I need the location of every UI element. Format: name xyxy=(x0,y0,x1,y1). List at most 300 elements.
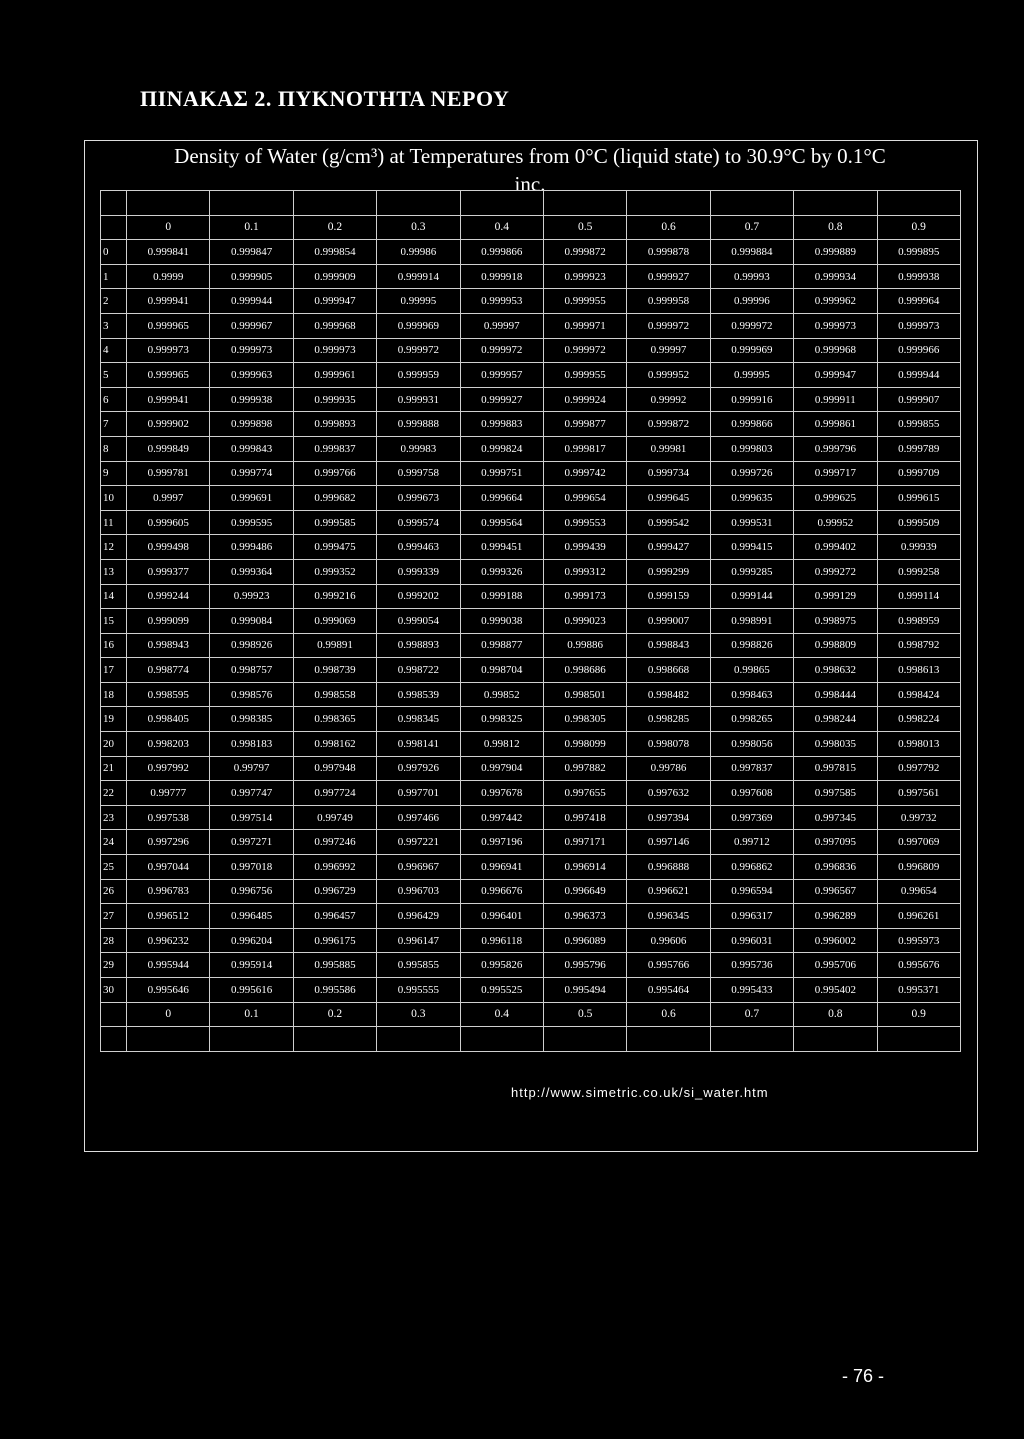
density-cell: 0.997221 xyxy=(377,830,460,855)
density-cell: 0.999475 xyxy=(293,535,376,560)
density-cell: 0.999023 xyxy=(543,609,626,634)
column-header-row xyxy=(101,215,961,240)
table-row xyxy=(101,707,961,732)
density-cell: 0.997724 xyxy=(293,781,376,806)
density-cell: 0.997948 xyxy=(293,756,376,781)
table-row xyxy=(101,879,961,904)
density-cell: 0.99939 xyxy=(877,535,960,560)
density-cell: 0.999972 xyxy=(710,313,793,338)
density-cell: 0.999849 xyxy=(127,436,210,461)
density-cell: 0.999916 xyxy=(710,387,793,412)
density-cell: 0.9999 xyxy=(127,264,210,289)
temperature-cell: 4 xyxy=(101,338,127,363)
density-cell: 0.999968 xyxy=(794,338,877,363)
density-cell: 0.999878 xyxy=(627,240,710,265)
density-cell: 0.996317 xyxy=(710,904,793,929)
density-cell: 0.999872 xyxy=(543,240,626,265)
density-cell: 0.997394 xyxy=(627,805,710,830)
density-cell: 0.999129 xyxy=(794,584,877,609)
table-row xyxy=(101,461,961,486)
density-cell: 0.999941 xyxy=(127,289,210,314)
density-cell: 0.999377 xyxy=(127,559,210,584)
density-cell: 0.996914 xyxy=(543,855,626,880)
density-cell: 0.999935 xyxy=(293,387,376,412)
density-cell: 0.999902 xyxy=(127,412,210,437)
density-cell: 0.996862 xyxy=(710,855,793,880)
density-cell: 0.999402 xyxy=(794,535,877,560)
density-cell: 0.999855 xyxy=(877,412,960,437)
density-cell: 0.998405 xyxy=(127,707,210,732)
density-cell: 0.997418 xyxy=(543,805,626,830)
density-cell: 0.999914 xyxy=(377,264,460,289)
density-cell: 0.999364 xyxy=(210,559,293,584)
density-cell: 0.99997 xyxy=(460,313,543,338)
density-cell: 0.996118 xyxy=(460,928,543,953)
density-cell: 0.998013 xyxy=(877,732,960,757)
density-cell: 0.997369 xyxy=(710,805,793,830)
density-cell: 0.999766 xyxy=(293,461,376,486)
density-cell: 0.996512 xyxy=(127,904,210,929)
density-cell: 0.999326 xyxy=(460,559,543,584)
density-cell: 0.998558 xyxy=(293,682,376,707)
empty-cell xyxy=(794,1027,877,1052)
density-cell: 0.998424 xyxy=(877,682,960,707)
column-header: 0.2 xyxy=(293,215,376,240)
density-cell: 0.999605 xyxy=(127,510,210,535)
density-cell: 0.998809 xyxy=(794,633,877,658)
density-cell: 0.998244 xyxy=(794,707,877,732)
table-row xyxy=(101,904,961,929)
density-table-body xyxy=(101,191,961,1052)
density-cell: 0.997069 xyxy=(877,830,960,855)
density-cell: 0.999884 xyxy=(710,240,793,265)
temperature-cell: 3 xyxy=(101,313,127,338)
density-cell: 0.998285 xyxy=(627,707,710,732)
density-cell: 0.999742 xyxy=(543,461,626,486)
density-cell: 0.99777 xyxy=(127,781,210,806)
density-cell: 0.999847 xyxy=(210,240,293,265)
density-cell: 0.999861 xyxy=(794,412,877,437)
density-cell: 0.999952 xyxy=(627,363,710,388)
density-cell: 0.999717 xyxy=(794,461,877,486)
density-cell: 0.998704 xyxy=(460,658,543,683)
temperature-cell: 11 xyxy=(101,510,127,535)
density-cell: 0.998539 xyxy=(377,682,460,707)
density-cell: 0.997792 xyxy=(877,756,960,781)
temperature-cell: 2 xyxy=(101,289,127,314)
table-row xyxy=(101,756,961,781)
density-cell: 0.995555 xyxy=(377,978,460,1003)
density-cell: 0.998576 xyxy=(210,682,293,707)
density-cell: 0.999973 xyxy=(794,313,877,338)
density-cell: 0.997815 xyxy=(794,756,877,781)
density-cell: 0.998265 xyxy=(710,707,793,732)
density-cell: 0.997747 xyxy=(210,781,293,806)
density-cell: 0.99996 xyxy=(710,289,793,314)
density-cell: 0.999054 xyxy=(377,609,460,634)
density-cell: 0.999968 xyxy=(293,313,376,338)
column-header: 0.1 xyxy=(210,215,293,240)
temperature-cell: 30 xyxy=(101,978,127,1003)
density-cell: 0.996567 xyxy=(794,879,877,904)
table-row xyxy=(101,510,961,535)
density-cell: 0.997095 xyxy=(794,830,877,855)
density-cell: 0.995586 xyxy=(293,978,376,1003)
density-cell: 0.997514 xyxy=(210,805,293,830)
temperature-cell: 12 xyxy=(101,535,127,560)
density-cell: 0.998595 xyxy=(127,682,210,707)
density-cell: 0.99786 xyxy=(627,756,710,781)
density-cell: 0.999595 xyxy=(210,510,293,535)
density-cell: 0.996809 xyxy=(877,855,960,880)
density-cell: 0.999889 xyxy=(794,240,877,265)
density-cell: 0.998482 xyxy=(627,682,710,707)
temperature-cell: 14 xyxy=(101,584,127,609)
density-cell: 0.997882 xyxy=(543,756,626,781)
table-row xyxy=(101,830,961,855)
density-cell: 0.999938 xyxy=(877,264,960,289)
density-cell: 0.999202 xyxy=(377,584,460,609)
temperature-cell: 29 xyxy=(101,953,127,978)
density-cell: 0.995616 xyxy=(210,978,293,1003)
table-row xyxy=(101,313,961,338)
column-footer-row xyxy=(101,1002,961,1027)
density-cell: 0.999542 xyxy=(627,510,710,535)
density-cell: 0.998183 xyxy=(210,732,293,757)
density-cell: 0.999972 xyxy=(543,338,626,363)
temperature-cell: 18 xyxy=(101,682,127,707)
density-cell: 0.996836 xyxy=(794,855,877,880)
density-cell: 0.999866 xyxy=(460,240,543,265)
density-cell: 0.999758 xyxy=(377,461,460,486)
density-cell: 0.996967 xyxy=(377,855,460,880)
density-cell: 0.996703 xyxy=(377,879,460,904)
density-cell: 0.997345 xyxy=(794,805,877,830)
column-footer: 0.7 xyxy=(710,1002,793,1027)
density-cell: 0.999007 xyxy=(627,609,710,634)
empty-cell xyxy=(627,191,710,216)
density-cell: 0.99992 xyxy=(627,387,710,412)
temperature-cell: 6 xyxy=(101,387,127,412)
density-cell: 0.999144 xyxy=(710,584,793,609)
density-cell: 0.999272 xyxy=(794,559,877,584)
density-cell: 0.997246 xyxy=(293,830,376,855)
table-row xyxy=(101,732,961,757)
density-cell: 0.999969 xyxy=(710,338,793,363)
density-cell: 0.999451 xyxy=(460,535,543,560)
table-row xyxy=(101,781,961,806)
table-row xyxy=(101,363,961,388)
table-row xyxy=(101,240,961,265)
density-cell: 0.995826 xyxy=(460,953,543,978)
density-cell: 0.999635 xyxy=(710,486,793,511)
density-cell: 0.999244 xyxy=(127,584,210,609)
density-cell: 0.999854 xyxy=(293,240,376,265)
density-cell: 0.995494 xyxy=(543,978,626,1003)
density-cell: 0.999967 xyxy=(210,313,293,338)
density-cell: 0.999973 xyxy=(210,338,293,363)
density-cell: 0.996289 xyxy=(794,904,877,929)
density-cell: 0.996485 xyxy=(210,904,293,929)
density-cell: 0.999427 xyxy=(627,535,710,560)
density-cell: 0.999973 xyxy=(293,338,376,363)
density-cell: 0.999114 xyxy=(877,584,960,609)
density-cell: 0.998325 xyxy=(460,707,543,732)
density-cell: 0.999944 xyxy=(877,363,960,388)
density-cell: 0.996204 xyxy=(210,928,293,953)
density-cell: 0.999965 xyxy=(127,363,210,388)
column-footer: 0.9 xyxy=(877,1002,960,1027)
temperature-cell: 0 xyxy=(101,240,127,265)
density-cell: 0.996783 xyxy=(127,879,210,904)
density-cell: 0.99606 xyxy=(627,928,710,953)
density-cell: 0.99865 xyxy=(710,658,793,683)
density-cell: 0.999312 xyxy=(543,559,626,584)
density-cell: 0.999099 xyxy=(127,609,210,634)
empty-cell xyxy=(210,191,293,216)
density-cell: 0.999843 xyxy=(210,436,293,461)
density-cell: 0.998792 xyxy=(877,633,960,658)
density-cell: 0.99891 xyxy=(293,633,376,658)
density-cell: 0.9997 xyxy=(127,486,210,511)
density-cell: 0.996401 xyxy=(460,904,543,929)
density-cell: 0.999654 xyxy=(543,486,626,511)
empty-cell xyxy=(293,191,376,216)
density-cell: 0.998632 xyxy=(794,658,877,683)
density-cell: 0.999973 xyxy=(127,338,210,363)
temperature-cell: 5 xyxy=(101,363,127,388)
density-cell: 0.999084 xyxy=(210,609,293,634)
density-cell: 0.996345 xyxy=(627,904,710,929)
density-cell: 0.999682 xyxy=(293,486,376,511)
density-cell: 0.999958 xyxy=(627,289,710,314)
column-footer: 0.6 xyxy=(627,1002,710,1027)
empty-cell xyxy=(877,191,960,216)
density-cell: 0.997442 xyxy=(460,805,543,830)
column-footer: 0.5 xyxy=(543,1002,626,1027)
density-cell: 0.996621 xyxy=(627,879,710,904)
empty-cell xyxy=(460,1027,543,1052)
column-footer: 0.1 xyxy=(210,1002,293,1027)
density-cell: 0.99981 xyxy=(627,436,710,461)
density-cell: 0.999893 xyxy=(293,412,376,437)
density-cell: 0.999664 xyxy=(460,486,543,511)
empty-cell xyxy=(710,1027,793,1052)
density-cell: 0.99952 xyxy=(794,510,877,535)
density-cell: 0.999895 xyxy=(877,240,960,265)
density-cell: 0.997701 xyxy=(377,781,460,806)
density-cell: 0.998991 xyxy=(710,609,793,634)
density-cell: 0.999911 xyxy=(794,387,877,412)
density-cell: 0.998722 xyxy=(377,658,460,683)
density-cell: 0.998385 xyxy=(210,707,293,732)
temperature-cell: 10 xyxy=(101,486,127,511)
table-row xyxy=(101,412,961,437)
density-cell: 0.999751 xyxy=(460,461,543,486)
density-cell: 0.995433 xyxy=(710,978,793,1003)
density-cell: 0.996676 xyxy=(460,879,543,904)
density-cell: 0.999339 xyxy=(377,559,460,584)
density-cell: 0.997585 xyxy=(794,781,877,806)
density-cell: 0.99749 xyxy=(293,805,376,830)
density-cell: 0.999898 xyxy=(210,412,293,437)
table-row xyxy=(101,658,961,683)
density-cell: 0.998975 xyxy=(794,609,877,634)
blank-row xyxy=(101,1027,961,1052)
density-cell: 0.99852 xyxy=(460,682,543,707)
density-cell: 0.998056 xyxy=(710,732,793,757)
density-cell: 0.997538 xyxy=(127,805,210,830)
density-cell: 0.999905 xyxy=(210,264,293,289)
table-row xyxy=(101,855,961,880)
density-cell: 0.996147 xyxy=(377,928,460,953)
temperature-cell: 13 xyxy=(101,559,127,584)
density-cell: 0.999038 xyxy=(460,609,543,634)
density-cell: 0.999817 xyxy=(543,436,626,461)
density-cell: 0.998826 xyxy=(710,633,793,658)
page-number: - 76 - xyxy=(842,1366,885,1386)
density-cell: 0.999574 xyxy=(377,510,460,535)
density-cell: 0.999957 xyxy=(460,363,543,388)
density-cell: 0.999947 xyxy=(794,363,877,388)
table-row xyxy=(101,559,961,584)
density-cell: 0.999944 xyxy=(210,289,293,314)
density-cell: 0.999959 xyxy=(377,363,460,388)
density-cell: 0.99997 xyxy=(627,338,710,363)
density-cell: 0.999966 xyxy=(877,338,960,363)
density-cell: 0.995402 xyxy=(794,978,877,1003)
density-cell: 0.999947 xyxy=(293,289,376,314)
empty-cell xyxy=(101,1027,127,1052)
density-cell: 0.998365 xyxy=(293,707,376,732)
table-row xyxy=(101,633,961,658)
density-cell: 0.996729 xyxy=(293,879,376,904)
density-cell: 0.998943 xyxy=(127,633,210,658)
density-cell: 0.99654 xyxy=(877,879,960,904)
density-cell: 0.996031 xyxy=(710,928,793,953)
density-cell: 0.995676 xyxy=(877,953,960,978)
corner-cell xyxy=(101,1002,127,1027)
density-cell: 0.999673 xyxy=(377,486,460,511)
density-cell: 0.996888 xyxy=(627,855,710,880)
density-cell: 0.999961 xyxy=(293,363,376,388)
temperature-cell: 25 xyxy=(101,855,127,880)
density-cell: 0.999726 xyxy=(710,461,793,486)
density-cell: 0.999931 xyxy=(377,387,460,412)
density-cell: 0.999415 xyxy=(710,535,793,560)
density-cell: 0.998305 xyxy=(543,707,626,732)
density-cell: 0.998877 xyxy=(460,633,543,658)
density-cell: 0.997146 xyxy=(627,830,710,855)
column-header: 0.8 xyxy=(794,215,877,240)
density-cell: 0.999938 xyxy=(210,387,293,412)
temperature-cell: 26 xyxy=(101,879,127,904)
page-heading: ΠΙΝΑΚΑΣ 2. ΠΥΚΝΟΤΗΤΑ ΝΕΡΟΥ xyxy=(140,86,510,111)
density-cell: 0.999841 xyxy=(127,240,210,265)
density-cell: 0.998078 xyxy=(627,732,710,757)
column-footer: 0.8 xyxy=(794,1002,877,1027)
temperature-cell: 28 xyxy=(101,928,127,953)
density-cell: 0.999803 xyxy=(710,436,793,461)
density-cell: 0.999531 xyxy=(710,510,793,535)
density-cell: 0.996594 xyxy=(710,879,793,904)
density-cell: 0.997837 xyxy=(710,756,793,781)
density-cell: 0.998613 xyxy=(877,658,960,683)
density-cell: 0.997296 xyxy=(127,830,210,855)
density-cell: 0.999918 xyxy=(460,264,543,289)
empty-cell xyxy=(710,191,793,216)
density-cell: 0.99886 xyxy=(543,633,626,658)
density-cell: 0.996232 xyxy=(127,928,210,953)
density-cell: 0.995973 xyxy=(877,928,960,953)
table-row xyxy=(101,978,961,1003)
density-cell: 0.999796 xyxy=(794,436,877,461)
temperature-cell: 7 xyxy=(101,412,127,437)
density-cell: 0.998224 xyxy=(877,707,960,732)
density-cell: 0.998099 xyxy=(543,732,626,757)
column-header: 0.6 xyxy=(627,215,710,240)
density-cell: 0.997561 xyxy=(877,781,960,806)
density-cell: 0.999553 xyxy=(543,510,626,535)
density-cell: 0.999907 xyxy=(877,387,960,412)
column-footer: 0.3 xyxy=(377,1002,460,1027)
density-cell: 0.997926 xyxy=(377,756,460,781)
density-cell: 0.998162 xyxy=(293,732,376,757)
table-row xyxy=(101,535,961,560)
density-cell: 0.996941 xyxy=(460,855,543,880)
temperature-cell: 19 xyxy=(101,707,127,732)
density-cell: 0.999972 xyxy=(377,338,460,363)
caption-line-1: Density of Water (g/cm³) at Temperatures from 0°C (liquid state) to 30.9°C by 0.1°C xyxy=(174,144,886,168)
table-row xyxy=(101,584,961,609)
density-cell: 0.997271 xyxy=(210,830,293,855)
table-row xyxy=(101,387,961,412)
density-cell: 0.995766 xyxy=(627,953,710,978)
density-cell: 0.997044 xyxy=(127,855,210,880)
density-cell: 0.999866 xyxy=(710,412,793,437)
density-cell: 0.999824 xyxy=(460,436,543,461)
density-cell: 0.995646 xyxy=(127,978,210,1003)
density-cell: 0.997608 xyxy=(710,781,793,806)
empty-cell xyxy=(794,191,877,216)
density-cell: 0.999969 xyxy=(377,313,460,338)
table-row xyxy=(101,436,961,461)
density-cell: 0.999615 xyxy=(877,486,960,511)
density-cell: 0.996373 xyxy=(543,904,626,929)
empty-cell xyxy=(627,1027,710,1052)
density-cell: 0.996175 xyxy=(293,928,376,953)
density-cell: 0.999159 xyxy=(627,584,710,609)
density-cell: 0.999625 xyxy=(794,486,877,511)
density-cell: 0.999955 xyxy=(543,289,626,314)
density-cell: 0.99732 xyxy=(877,805,960,830)
density-cell: 0.99995 xyxy=(710,363,793,388)
column-header: 0.4 xyxy=(460,215,543,240)
column-footer: 0 xyxy=(127,1002,210,1027)
density-cell: 0.99812 xyxy=(460,732,543,757)
density-cell: 0.999924 xyxy=(543,387,626,412)
density-cell: 0.999691 xyxy=(210,486,293,511)
temperature-cell: 1 xyxy=(101,264,127,289)
density-cell: 0.996002 xyxy=(794,928,877,953)
density-cell: 0.998141 xyxy=(377,732,460,757)
density-cell: 0.996649 xyxy=(543,879,626,904)
density-cell: 0.998774 xyxy=(127,658,210,683)
empty-cell xyxy=(460,191,543,216)
density-cell: 0.999888 xyxy=(377,412,460,437)
density-cell: 0.999285 xyxy=(710,559,793,584)
density-cell: 0.997018 xyxy=(210,855,293,880)
